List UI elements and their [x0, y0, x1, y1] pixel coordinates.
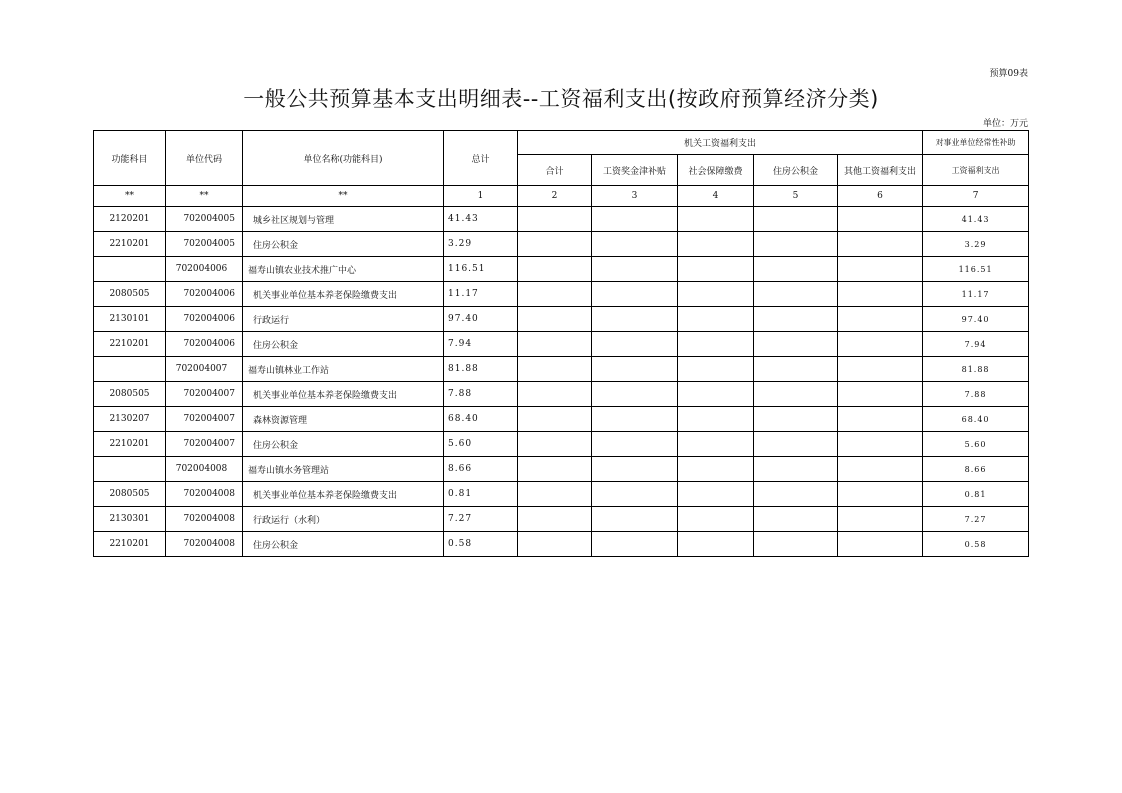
unit-name-cell: 机关事业单位基本养老保险缴费支出	[243, 482, 444, 507]
housing-cell	[754, 482, 838, 507]
other-cell	[838, 532, 923, 557]
table-row	[94, 257, 1029, 282]
index-cell: 7	[923, 186, 1029, 207]
unit-name-cell: 住房公积金	[243, 432, 444, 457]
total-cell: 5.60	[444, 432, 518, 457]
sub-total-cell	[518, 482, 592, 507]
housing-cell	[754, 257, 838, 282]
wage-cell	[592, 357, 678, 382]
header-sub-other: 其他工资福利支出	[838, 155, 923, 186]
index-cell: 5	[754, 186, 838, 207]
total-cell: 11.17	[444, 282, 518, 307]
unit-code-cell: 702004006	[166, 257, 243, 282]
func-code-cell: 2210201	[94, 532, 166, 557]
unit-name-cell: 森林资源管理	[243, 407, 444, 432]
other-cell	[838, 482, 923, 507]
func-code-cell: 2080505	[94, 482, 166, 507]
unit-code-cell: 702004007	[166, 382, 243, 407]
wage-welfare-cell: 0.58	[923, 532, 1029, 557]
wage-welfare-cell: 5.60	[923, 432, 1029, 457]
header-sub-housing: 住房公积金	[754, 155, 838, 186]
func-code-cell: 2080505	[94, 282, 166, 307]
header-group-org: 机关工资福利支出	[518, 131, 923, 155]
social-cell	[678, 282, 754, 307]
sub-total-cell	[518, 307, 592, 332]
unit-name-cell: 机关事业单位基本养老保险缴费支出	[243, 382, 444, 407]
social-cell	[678, 332, 754, 357]
table-row	[94, 307, 1029, 332]
sub-total-cell	[518, 507, 592, 532]
index-cell: 3	[592, 186, 678, 207]
total-cell: 7.88	[444, 382, 518, 407]
func-code-cell	[94, 257, 166, 282]
table-row	[94, 207, 1029, 232]
wage-cell	[592, 507, 678, 532]
other-cell	[838, 232, 923, 257]
housing-cell	[754, 332, 838, 357]
social-cell	[678, 407, 754, 432]
unit-code-cell: 702004006	[166, 332, 243, 357]
sub-total-cell	[518, 332, 592, 357]
unit-code-cell: 702004005	[166, 207, 243, 232]
other-cell	[838, 357, 923, 382]
unit-code-cell: 702004007	[166, 357, 243, 382]
housing-cell	[754, 307, 838, 332]
housing-cell	[754, 432, 838, 457]
housing-cell	[754, 457, 838, 482]
unit-name-cell: 福寿山镇农业技术推广中心	[243, 257, 444, 282]
wage-welfare-cell: 11.17	[923, 282, 1029, 307]
other-cell	[838, 407, 923, 432]
social-cell	[678, 307, 754, 332]
unit-name-cell: 福寿山镇水务管理站	[243, 457, 444, 482]
housing-cell	[754, 382, 838, 407]
wage-welfare-cell: 68.40	[923, 407, 1029, 432]
wage-cell	[592, 282, 678, 307]
unit-code-cell: 702004007	[166, 432, 243, 457]
sub-total-cell	[518, 457, 592, 482]
table-row	[94, 532, 1029, 557]
sub-total-cell	[518, 407, 592, 432]
table-row	[94, 282, 1029, 307]
housing-cell	[754, 532, 838, 557]
header-sub-wage-welfare: 工资福利支出	[923, 155, 1029, 186]
table-row	[94, 457, 1029, 482]
wage-welfare-cell: 7.27	[923, 507, 1029, 532]
other-cell	[838, 382, 923, 407]
header-total: 总计	[444, 131, 518, 186]
unit-name-cell: 住房公积金	[243, 532, 444, 557]
table-row	[94, 382, 1029, 407]
unit-name-cell: 行政运行	[243, 307, 444, 332]
index-cell: 4	[678, 186, 754, 207]
wage-welfare-cell: 7.88	[923, 382, 1029, 407]
sub-total-cell	[518, 257, 592, 282]
total-cell: 0.58	[444, 532, 518, 557]
table-row	[94, 357, 1029, 382]
table-row	[94, 482, 1029, 507]
total-cell: 3.29	[444, 232, 518, 257]
social-cell	[678, 457, 754, 482]
total-cell: 41.43	[444, 207, 518, 232]
unit-name-cell: 行政运行（水利）	[243, 507, 444, 532]
wage-welfare-cell: 3.29	[923, 232, 1029, 257]
social-cell	[678, 482, 754, 507]
social-cell	[678, 232, 754, 257]
total-cell: 7.94	[444, 332, 518, 357]
unit-code-cell: 702004008	[166, 532, 243, 557]
func-code-cell	[94, 457, 166, 482]
housing-cell	[754, 232, 838, 257]
sub-total-cell	[518, 432, 592, 457]
form-number: 预算09表	[989, 69, 1028, 79]
table-row	[94, 432, 1029, 457]
func-code-cell	[94, 357, 166, 382]
total-cell: 68.40	[444, 407, 518, 432]
unit-code-cell: 702004007	[166, 407, 243, 432]
func-code-cell: 2130207	[94, 407, 166, 432]
total-cell: 81.88	[444, 357, 518, 382]
social-cell	[678, 357, 754, 382]
sub-total-cell	[518, 282, 592, 307]
func-code-cell: 2120201	[94, 207, 166, 232]
other-cell	[838, 257, 923, 282]
other-cell	[838, 507, 923, 532]
header-sub-total: 合计	[518, 155, 592, 186]
unit-name-cell: 住房公积金	[243, 232, 444, 257]
budget-table	[93, 130, 1029, 557]
header-func-code: 功能科目	[94, 131, 166, 186]
wage-cell	[592, 457, 678, 482]
total-cell: 8.66	[444, 457, 518, 482]
total-cell: 116.51	[444, 257, 518, 282]
index-cell: 6	[838, 186, 923, 207]
func-code-cell: 2080505	[94, 382, 166, 407]
sub-total-cell	[518, 232, 592, 257]
other-cell	[838, 207, 923, 232]
wage-cell	[592, 332, 678, 357]
total-cell: 7.27	[444, 507, 518, 532]
housing-cell	[754, 207, 838, 232]
header-group-subsidy: 对事业单位经常性补助	[923, 131, 1029, 155]
wage-cell	[592, 307, 678, 332]
wage-welfare-cell: 0.81	[923, 482, 1029, 507]
index-cell: **	[243, 186, 444, 207]
header-unit-name: 单位名称(功能科目)	[243, 131, 444, 186]
wage-cell	[592, 207, 678, 232]
func-code-cell: 2210201	[94, 432, 166, 457]
social-cell	[678, 207, 754, 232]
total-cell: 97.40	[444, 307, 518, 332]
social-cell	[678, 507, 754, 532]
other-cell	[838, 457, 923, 482]
wage-welfare-cell: 97.40	[923, 307, 1029, 332]
page-title: 一般公共预算基本支出明细表--工资福利支出(按政府预算经济分类)	[243, 87, 879, 111]
index-cell: 1	[444, 186, 518, 207]
wage-cell	[592, 482, 678, 507]
unit-code-cell: 702004006	[166, 282, 243, 307]
wage-cell	[592, 382, 678, 407]
index-cell: **	[166, 186, 243, 207]
wage-welfare-cell: 41.43	[923, 207, 1029, 232]
index-cell: **	[94, 186, 166, 207]
housing-cell	[754, 282, 838, 307]
unit-code-cell: 702004008	[166, 482, 243, 507]
table-row	[94, 407, 1029, 432]
sub-total-cell	[518, 207, 592, 232]
table-row	[94, 507, 1029, 532]
social-cell	[678, 532, 754, 557]
wage-cell	[592, 407, 678, 432]
social-cell	[678, 432, 754, 457]
wage-welfare-cell: 116.51	[923, 257, 1029, 282]
housing-cell	[754, 407, 838, 432]
housing-cell	[754, 357, 838, 382]
wage-cell	[592, 232, 678, 257]
other-cell	[838, 282, 923, 307]
header-unit-code: 单位代码	[166, 131, 243, 186]
wage-welfare-cell: 81.88	[923, 357, 1029, 382]
wage-welfare-cell: 8.66	[923, 457, 1029, 482]
func-code-cell: 2210201	[94, 232, 166, 257]
func-code-cell: 2210201	[94, 332, 166, 357]
other-cell	[838, 307, 923, 332]
wage-cell	[592, 532, 678, 557]
unit-code-cell: 702004005	[166, 232, 243, 257]
unit-name-cell: 机关事业单位基本养老保险缴费支出	[243, 282, 444, 307]
table-row	[94, 232, 1029, 257]
wage-cell	[592, 432, 678, 457]
index-cell: 2	[518, 186, 592, 207]
unit-code-cell: 702004006	[166, 307, 243, 332]
func-code-cell: 2130101	[94, 307, 166, 332]
unit-label: 单位：万元	[982, 119, 1028, 129]
header-sub-social: 社会保障缴费	[678, 155, 754, 186]
other-cell	[838, 432, 923, 457]
unit-name-cell: 城乡社区规划与管理	[243, 207, 444, 232]
housing-cell	[754, 507, 838, 532]
sub-total-cell	[518, 357, 592, 382]
sub-total-cell	[518, 532, 592, 557]
header-sub-wage: 工资奖金津补贴	[592, 155, 678, 186]
unit-code-cell: 702004008	[166, 457, 243, 482]
unit-code-cell: 702004008	[166, 507, 243, 532]
sub-total-cell	[518, 382, 592, 407]
unit-name-cell: 住房公积金	[243, 332, 444, 357]
wage-welfare-cell: 7.94	[923, 332, 1029, 357]
social-cell	[678, 382, 754, 407]
wage-cell	[592, 257, 678, 282]
total-cell: 0.81	[444, 482, 518, 507]
social-cell	[678, 257, 754, 282]
func-code-cell: 2130301	[94, 507, 166, 532]
index-row	[94, 186, 1029, 207]
unit-name-cell: 福寿山镇林业工作站	[243, 357, 444, 382]
other-cell	[838, 332, 923, 357]
table-row	[94, 332, 1029, 357]
